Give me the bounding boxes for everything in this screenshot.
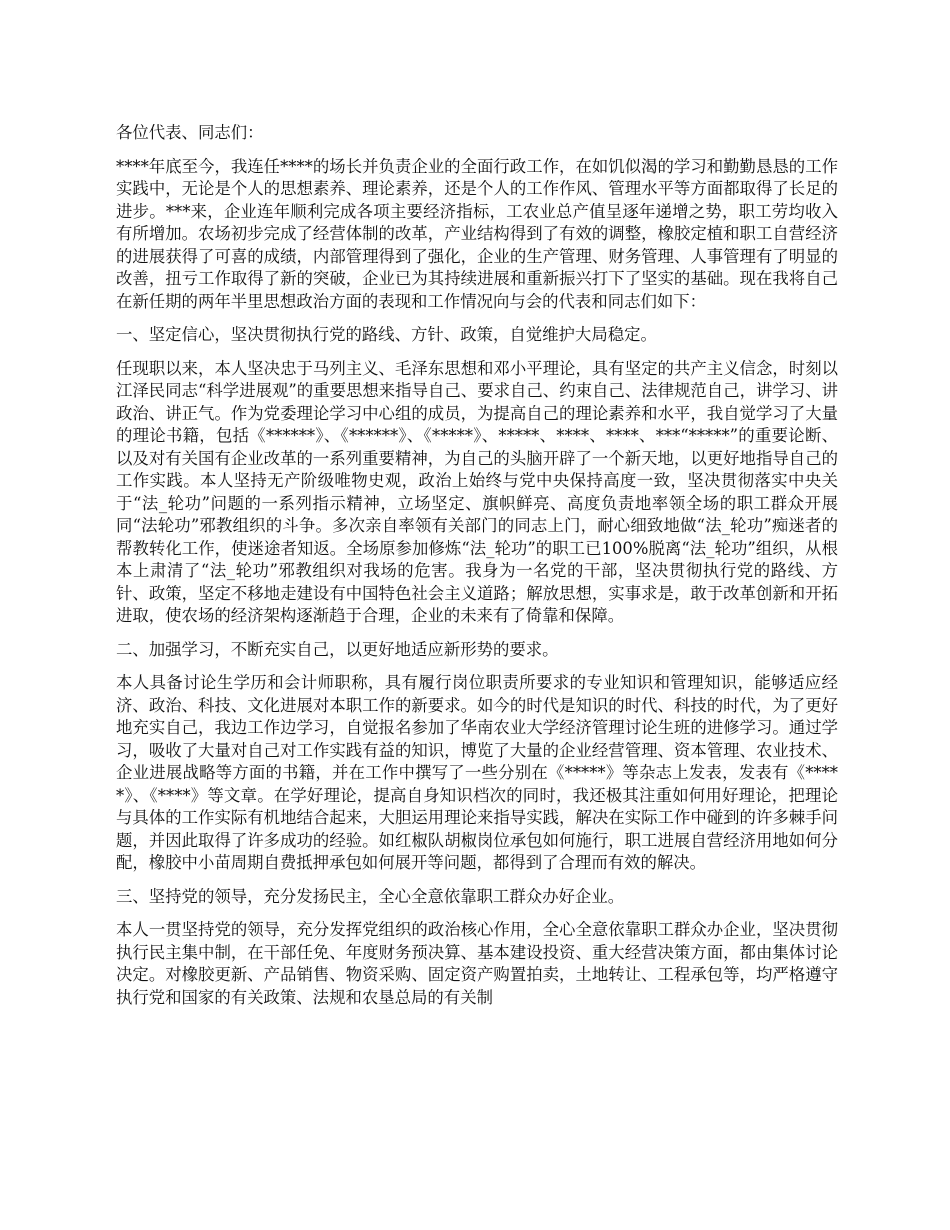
paragraph-section-1: 任现职以来，本人坚决忠于马列主义、毛泽东思想和邓小平理论，具有坚定的共产主义信念，时刻以江泽民同志“科学进展观”的重要思想来指导自己、要求自己、约束自己、法律规范自己，讲学习、讲政治、讲正气。作为党委理论学习中心组的成员，为提高自己的理论素养和水平，我自觉学习了大量的理论书籍，包括《******》、《******》、《*****》、*****、****、****、***“*****”的重要论断、以及对有关国有企业改革的一系列重要精神，为自己的头脑开辟了一个新天地，以更好地指导自己的工作实践。本人坚持无产阶级唯物史观，政治上始终与党中央保持高度一致，坚决贯彻落实中央关于“法_轮功”问题的一系列指示精神，立场坚定、旗帜鲜亮、高度负责地率领全场的职工群众开展同“法轮功”邪教组织的斗争。多次亲自率领有关部门的同志上门，耐心细致地做“法_轮功”痴迷者的帮教转化工作，使迷途者知返。全场原参加修炼“法_轮功”的职工已100%脱离“法_轮功”组织，从根本上肃清了“法_轮功”邪教组织对我场的危害。我身为一名党的干部，坚决贯彻执行党的路线、方针、政策，坚定不移地走建设有中国特色社会主义道路；解放思想，实事求是，敢于改革创新和开拓进取，使农场的经济架构逐渐趋于合理，企业的未来有了倚靠和保障。 <box>116 358 838 625</box>
section-heading-3: 三、坚持党的领导，充分发扬民主，全心全意依靠职工群众办好企业。 <box>116 886 625 906</box>
document-body <box>116 122 838 1020</box>
salutation: 各位代表、同志们： <box>116 123 264 142</box>
section-heading-1: 一、坚定信心，坚决贯彻执行党的路线、方针、政策，自觉维护大局稳定。 <box>116 325 657 344</box>
paragraph-section-2: 本人具备讨论生学历和会计师职称，具有履行岗位职责所要求的专业知识和管理知识，能够适应经济、政治、科技、文化进展对本职工作的新要求。如今的时代是知识的时代、科技的时代，为了更好地充实自己，我边工作边学习，自觉报名参加了华南农业大学经济管理讨论生班的进修学习。通过学习，吸收了大量对自己对工作实践有益的知识，博览了大量的企业经营管理、资本管理、农业技术、企业进展战略等方面的书籍，并在工作中撰写了一些分别在《*****》等杂志上发表，发表有《*****》、《****》等文章。在学好理论，提高自身知识档次的同时，我还极其注重如何用好理论，把理论与具体的工作实际有机地结合起来，大胆运用理论来指导实践，解决在实际工作中碰到的许多棘手问题，并因此取得了许多成功的经验。如红椒队胡椒岗位承包如何施行，职工进展自营经济用地如何分配，橡胶中小苗周期自费抵押承包如何展开等问题，都得到了合理而有效的解决。 <box>116 673 838 872</box>
paragraph-intro: ****年底至今，我连任****的场长并负责企业的全面行政工作，在如饥似渴的学习和勤勤恳恳的工作实践中，无论是个人的思想素养、理论素养，还是个人的工作作风、管理水平等方面都取得了长足的进步。***来，企业连年顺利完成各项主要经济指标，工农业总产值呈逐年递增之势，职工劳均收入有所增加。农场初步完成了经营体制的改革，产业结构得到了有效的调整，橡胶定植和职工自营经济的进展获得了可喜的成绩，内部管理得到了强化，企业的生产管理、财务管理、人事管理有了明显的改善，扭亏工作取得了新的突破，企业已为其持续进展和重新振兴打下了坚实的基础。现在我将自己在新任期的两年半里思想政治方面的表现和工作情况向与会的代表和同志们如下： <box>116 156 838 311</box>
section-heading-2: 二、加强学习，不断充实自己，以更好地适应新形势的要求。 <box>116 639 559 659</box>
paragraph-section-3: 本人一贯坚持党的领导，充分发挥党组织的政治核心作用，全心全意依靠职工群众办企业，坚决贯彻执行民主集中制，在干部任免、年度财务预决算、基本建设投资、重大经营决策方面，都由集体讨论决定。对橡胶更新、产品销售、物资采购、固定资产购置拍卖，土地转让、工程承包等，均严格遵守执行党和国家的有关政策、法规和农垦总局的有关制 <box>116 920 838 1007</box>
